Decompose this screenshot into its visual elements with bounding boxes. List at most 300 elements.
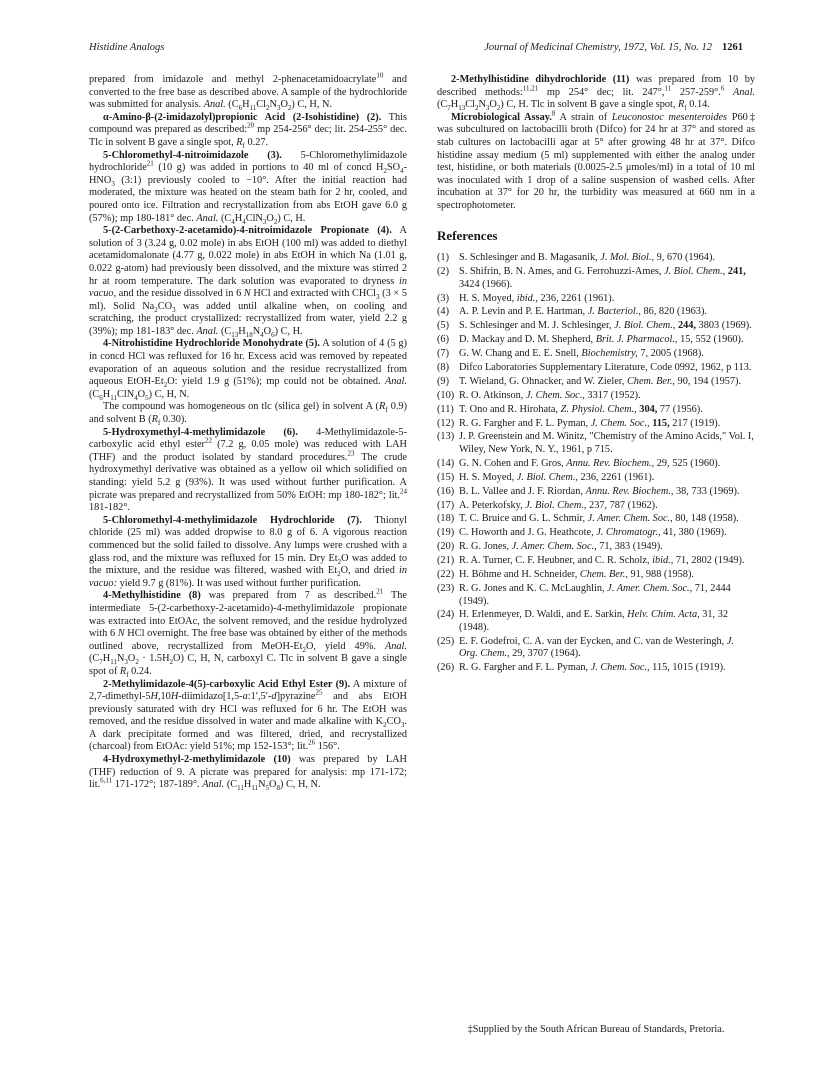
text-run: in vacuo: — [89, 565, 407, 589]
text-run: R — [151, 414, 158, 426]
text-run: N — [243, 288, 251, 300]
reference-number: (21) — [437, 555, 455, 567]
text-run: R. G. Jones, — [459, 541, 512, 553]
text-run: (C — [89, 388, 100, 400]
subscript: 11 — [237, 784, 244, 793]
text-run: G. W. Chang and E. E. Snell, — [459, 348, 582, 360]
superscript: 10 — [376, 71, 384, 80]
text-run: Anal. — [384, 376, 407, 388]
reference-text — [459, 418, 755, 431]
text-run: 77 (1956). — [657, 403, 703, 415]
subscript: 11 — [249, 104, 257, 113]
reference-number: (25) — [437, 635, 455, 647]
text-run: 86, 820 (1963). — [640, 306, 707, 318]
text-run: E. F. Godefroi, C. A. van der Eycken, and C. van de Westeringh, — [459, 635, 727, 647]
text-run: (C — [89, 653, 100, 665]
text-run: J. Chromatogr., — [596, 527, 661, 539]
superscript: 11 — [664, 84, 672, 93]
reference-number: (2) — [437, 266, 450, 278]
text-run: ]pyrazine — [276, 691, 316, 703]
text-run: 71, 2802 (1949). — [673, 555, 745, 567]
reference-item — [437, 609, 755, 634]
subscript: 7 — [447, 104, 451, 113]
text-run: O — [137, 388, 146, 400]
text-run: 71, 2444 (1949). — [459, 582, 731, 607]
text-run: Anal. — [202, 779, 225, 791]
text-run: (3:1) previously cooled to −10°. After the initial reaction had moderated, the mixture was heated on the steam bath for 2 hr, cooled, and poured onto ice. Filtration and recrystallization from abs EtOH gave 6.0 g (57%); mp 180-181° dec. — [89, 174, 407, 224]
reference-number: (1) — [437, 252, 450, 264]
paragraph — [89, 754, 407, 792]
text-run: d — [271, 691, 277, 703]
subscript: f — [385, 406, 388, 415]
subscript: 11 — [110, 658, 117, 667]
text-run: J. Amer. Chem. Soc., — [511, 541, 597, 553]
text-run: (C — [224, 779, 238, 791]
superscript: 8 — [551, 109, 556, 118]
reference-text — [459, 569, 755, 582]
reference-item — [437, 418, 755, 431]
reference-item — [437, 458, 755, 471]
text-run: 257-259°. — [671, 86, 721, 98]
text-run: CO — [386, 716, 401, 728]
page-number: 1261 — [722, 42, 743, 53]
superscript: 11,21 — [522, 84, 539, 93]
text-run: was prepared from 7 as described. — [200, 590, 377, 602]
paragraph — [89, 515, 407, 591]
references-heading: References — [437, 227, 498, 243]
subscript: 2 — [266, 104, 270, 113]
text-run: O — [127, 653, 136, 665]
text-run: R. G. Jones and K. C. McLaughlin, — [459, 582, 608, 594]
reference-number: (6) — [437, 334, 450, 346]
reference-item — [437, 266, 755, 291]
text-run: The compound was homogeneous on tlc (silica gel) in solvent A ( — [103, 401, 379, 413]
text-run: J. Amer. Chem. Soc., — [587, 513, 673, 525]
compound-heading: 115, — [652, 417, 670, 429]
subscript: 3 — [276, 104, 281, 113]
text-run: 71, 383 (1949). — [596, 541, 663, 553]
paragraph — [89, 112, 407, 150]
text-run: a — [242, 691, 248, 703]
subscript: 2 — [337, 557, 342, 566]
text-run: Cl — [256, 99, 267, 111]
text-run: Cl — [465, 99, 475, 111]
text-run: H — [150, 691, 158, 703]
text-run: 7, 2005 (1968). — [637, 348, 704, 360]
subscript: f — [126, 670, 129, 679]
text-run: 80, 148 (1958). — [672, 513, 739, 525]
text-run: N — [252, 325, 261, 337]
reference-text — [459, 513, 755, 526]
text-run: O, yield 49%. — [305, 640, 385, 652]
text-run: A solution of 4 (5 g) in concd HCl was refluxed for 16 hr. Excess acid was removed by repeated evaporation of an aqueous solution and the residue recrystallized from aqueous EtOH-Et — [89, 338, 408, 388]
reference-number: (11) — [437, 403, 454, 415]
superscript: 6,11 — [100, 776, 113, 785]
journal-name: Journal of Medicinal Chemistry, 1972, Vol. 15, No. 12 — [484, 42, 712, 53]
reference-text — [459, 293, 755, 306]
text-run: J. Org. Chem., — [459, 635, 734, 660]
reference-item — [437, 569, 755, 582]
reference-item — [437, 376, 755, 389]
text-run: 237, 787 (1962). — [586, 499, 658, 511]
reference-item — [437, 252, 755, 265]
text-run: mp 254° dec; lit. 247°, — [538, 86, 665, 98]
text-run: 0.30). — [160, 414, 187, 426]
text-run: 0.14. — [686, 99, 710, 111]
text-run: 15, 552 (1960). — [677, 334, 744, 346]
text-run: (7.2 g, 0.05 mole) was reduced with LAH (THF) and the product isolated by standard procedures. — [89, 439, 407, 463]
text-run: J. Biol. Chem., — [516, 471, 578, 483]
text-run: J. Bacteriol., — [587, 306, 641, 318]
text-run: 90, 194 (1957). — [674, 375, 742, 387]
text-run: This compound was prepared as described: — [89, 111, 407, 136]
text-run: J. Biol. Chem., — [525, 499, 587, 511]
subscript: 6 — [238, 104, 243, 113]
text-run: 0.24. — [128, 665, 152, 677]
text-run: 181-182°. — [89, 502, 131, 514]
subscript: 13 — [231, 330, 239, 339]
compound-heading: 2-Methylimidazole-4(5)-carboxylic Acid Ethyl Ester (9). — [103, 678, 351, 690]
text-run — [724, 87, 733, 98]
subscript: 2 — [474, 104, 479, 113]
text-run: H. Erlenmeyer, D. Waldi, and E. Sarkin, — [459, 609, 628, 621]
reference-number: (20) — [437, 541, 455, 553]
text-run: H — [242, 99, 250, 111]
reference-number: (16) — [437, 485, 455, 497]
compound-heading: 304, — [639, 403, 658, 415]
text-run: 3803 (1969). — [695, 320, 752, 332]
text-run: (C — [437, 99, 448, 111]
compound-heading: 5-Hydroxymethyl-4-methylimidazole (6). — [103, 426, 298, 438]
text-run: A. Peterkofsky, — [459, 499, 526, 511]
text-run: SO — [386, 162, 401, 174]
text-run: Anal. — [384, 640, 407, 652]
paragraph — [437, 74, 755, 112]
reference-number: (22) — [437, 569, 455, 581]
subscript: f — [157, 419, 161, 428]
reference-number: (26) — [437, 662, 455, 674]
reference-number: (9) — [437, 375, 450, 387]
footnote: ‡Supplied by the South African Bureau of Standards, Pretoria. — [467, 1024, 725, 1035]
text-run: D. Mackay and D. M. Shepherd, — [459, 334, 596, 346]
compound-heading: Microbiological Assay. — [451, 111, 552, 123]
subscript: 2 — [337, 570, 341, 579]
text-run: N — [117, 628, 125, 640]
subscript: 4 — [242, 217, 246, 226]
text-run: -diimidazo[1,5- — [178, 691, 243, 703]
subscript: 2 — [273, 217, 278, 226]
text-run: Chem. Ber., — [626, 375, 675, 387]
left-column — [89, 71, 408, 793]
text-run: A mixture of 2,7-dimethyl-5 — [89, 678, 407, 703]
reference-number: (19) — [437, 527, 455, 539]
reference-number: (12) — [437, 417, 455, 429]
text-run: N — [258, 779, 266, 791]
subscript: 3 — [262, 217, 267, 226]
text-run: O — [266, 212, 274, 224]
reference-text — [459, 252, 755, 265]
subscript: 11 — [251, 784, 259, 793]
reference-text — [459, 486, 755, 499]
reference-text — [459, 541, 755, 554]
text-run: Z. Physiol. Chem., — [560, 403, 637, 415]
paragraph — [89, 587, 408, 679]
text-run: 29, 525 (1960). — [654, 457, 721, 469]
reference-text — [459, 500, 755, 513]
compound-heading: 5-(2-Carbethoxy-2-acetamido)-4-nitroimidazole Propionate (4). — [103, 225, 392, 237]
text-run: O: yield 1.9 g (51%); mp could not be obtained. — [167, 376, 385, 388]
text-run: 3317 (1952). — [584, 389, 641, 401]
text-run: Brit. J. Pharmacol., — [595, 334, 678, 346]
text-run: 0.27. — [244, 136, 269, 148]
journal-citation — [484, 42, 743, 53]
text-run: H — [450, 99, 459, 111]
running-header — [89, 42, 743, 58]
subscript: 3 — [400, 721, 405, 730]
text-run: O — [489, 99, 497, 111]
text-run: ) C, H. Tlc in solvent B gave a single spot, — [500, 99, 679, 111]
text-run: O — [269, 779, 277, 791]
text-run: J. Amer. Chem. Soc., — [607, 582, 693, 594]
text-run: O) C, H, N, carboxyl C. Tlc in solvent B gave a single spot of — [89, 653, 408, 677]
reference-number: (10) — [437, 389, 455, 401]
text-run: Anal. — [732, 86, 756, 98]
text-run: H — [234, 212, 243, 224]
running-title: Histidine Analogs — [89, 42, 165, 53]
reference-number: (5) — [437, 320, 450, 332]
text-run: Annu. Rev. Biochem., — [566, 457, 655, 469]
reference-number: (15) — [437, 471, 455, 483]
subscript: 6 — [271, 330, 275, 339]
compound-heading: 2-Methylhistidine dihydrochloride (11) — [451, 74, 630, 85]
subscript: 3 — [111, 179, 115, 188]
reference-text — [459, 320, 755, 333]
text-run: 4-Methylimidazole-5-carboxylic acid ethyl ester — [89, 426, 407, 451]
subscript: 4 — [134, 393, 138, 402]
text-run: H. S. Moyed, — [459, 471, 517, 483]
text-run: J. Mol. Biol., — [600, 252, 655, 264]
text-run: Annu. Rev. Biochem., — [585, 485, 674, 497]
text-run: ClN — [116, 388, 135, 400]
text-run: H. Böhme and H. Schneider, — [459, 569, 580, 581]
text-run: S. Schlesinger and B. Magasanik, — [459, 252, 601, 264]
compound-heading: α-Amino-β-(2-imidazolyl)propionic Acid (2-Isohistidine) (2). — [103, 111, 382, 123]
reference-item — [437, 390, 755, 403]
text-run: 171-172°; 187-189°. — [112, 779, 203, 791]
reference-text — [459, 306, 755, 319]
text-run: 156°. — [315, 741, 340, 753]
text-run: H. S. Moyed, — [459, 292, 517, 304]
text-run: H — [102, 653, 111, 665]
text-run: ) C, H, N. — [291, 99, 333, 111]
text-run: :1′,5′- — [247, 691, 272, 703]
subscript: 13 — [458, 104, 466, 113]
reference-text — [459, 472, 755, 485]
superscript: 6 — [720, 84, 725, 93]
reference-item — [437, 293, 755, 306]
text-run: R — [378, 401, 386, 413]
text-run: O — [263, 325, 272, 337]
text-run: ) C, H. — [274, 325, 303, 337]
reference-number: (7) — [437, 348, 450, 360]
subscript: 5 — [265, 784, 269, 793]
text-run: T. Ono and R. Hirohata, — [459, 403, 561, 415]
text-run: ibid., — [652, 555, 674, 567]
subscript: 3 — [124, 658, 128, 667]
text-run: B. L. Vallee and J. F. Riordan, — [459, 485, 586, 497]
text-run: T. Wieland, G. Ohnacker, and W. Zieler, — [459, 375, 627, 387]
text-run: was prepared from 10 by described methods: — [437, 74, 756, 98]
reference-text — [459, 636, 755, 661]
text-run: 236, 2261 (1961). — [577, 471, 655, 483]
reference-item — [437, 636, 755, 661]
text-run: and abs EtOH previously saturated with dry HCl was refluxed for 6 hr. The EtOH was removed, and the residue dissolved in water and made alkaline with K — [89, 691, 407, 728]
text-run: J. Chem. Soc., — [525, 389, 585, 401]
text-run: was prepared by LAH (THF) reduction of 9. A picrate was prepared for analysis: mp 171-172; lit. — [89, 754, 407, 791]
text-run: Helv. Chim. Acta, — [627, 609, 700, 621]
superscript: 24 — [400, 487, 407, 496]
paragraph — [89, 71, 407, 113]
text-run: prepared from imidazole and methyl 2-phenacetamidoacrylate — [89, 74, 377, 85]
subscript: 2 — [135, 658, 139, 667]
text-run: 0.9) and solvent B ( — [89, 401, 408, 426]
subscript: 2 — [169, 658, 174, 667]
text-run: A. P. Levin and P. E. Hartman, — [459, 306, 588, 318]
text-run: J. Chem. Soc., — [590, 662, 650, 674]
text-run: mp 254-256° dec; lit. 254-255° dec. Tlc in solvent B gave a single spot, — [89, 124, 407, 148]
text-run: . A dark precipitate formed and was filtered, dried, and recrystallized (charcoal) from EtOAc: yield 51%; mp 152-153°; lit. — [89, 716, 407, 753]
text-run: A solution of 3 (3.24 g, 0.02 mole) in abs EtOH (100 ml) was added to diethyl acetamidomalonate (4.77 g, 0.022 mole) in abs EtOH in which Na (1.01 g, 0.022 g-atom) had previously been dissolved, and the mixture was stirred 2 hr at room temperature. The dark solution was evaporated to dryness — [89, 225, 407, 287]
subscript: 3 — [485, 104, 490, 113]
text-run: R. A. Turner, C. F. Heubner, and C. R. Scholz, — [459, 555, 653, 567]
text-run: (10 g) was added in portions to 40 ml of concd H — [153, 162, 384, 174]
text-run: in vacuo, — [89, 275, 407, 300]
text-run: G. N. Cohen and F. Gros, — [459, 457, 567, 469]
text-run: 31, 32 (1948). — [459, 609, 729, 633]
reference-item — [437, 306, 755, 319]
text-run: N — [116, 653, 125, 665]
text-run: R — [236, 136, 243, 148]
subscript: 2 — [383, 721, 387, 730]
right-column-body — [437, 74, 755, 213]
reference-text — [459, 458, 755, 471]
superscript: 21 — [146, 159, 154, 168]
text-run: The crude hydroxymethyl derivative was obtained as a yellow oil which solidified on standing: yield 5.2 g (93%). It was used without further purification. A picrate was prepared and recrystallized from 50% EtOH: mp 180-182°; lit. — [89, 451, 407, 501]
reference-text — [459, 266, 755, 291]
text-run: Chem. Ber., — [579, 569, 628, 581]
superscript: 21 — [376, 587, 384, 596]
reference-item — [437, 555, 755, 568]
reference-text — [459, 609, 755, 634]
text-run: ClN — [245, 212, 263, 224]
reference-number: (17) — [437, 499, 455, 511]
references-list — [437, 252, 755, 675]
reference-item — [437, 513, 755, 526]
reference-number: (18) — [437, 513, 455, 525]
text-run: H — [238, 325, 246, 337]
reference-item — [437, 500, 755, 513]
superscript: 25 — [315, 688, 323, 697]
text-run: P60‡ was subcultured on lactobacilli broth (Difco) for 24 hr at 37° and stored as stab cultures on lactobacilli agar at 5° after growing 48 hr at 37°. Difco histidine assay medium (5 ml) supplemented with either the analog under test, histidine, or both materials (0.0025-2.5 μmoles/ml) in a total of 10 ml was inoculated with 1 drop of a saline suspension of washed cells. After incubation at 37° for 20 hr, the turbidity was measured at 660 nm in a spectrophotometer. — [437, 111, 755, 211]
compound-heading: 241, — [727, 266, 746, 278]
reference-text — [459, 334, 755, 347]
paragraph — [89, 150, 407, 226]
compound-heading: 244, — [677, 320, 696, 332]
subscript: f — [242, 142, 245, 151]
text-run: (C — [225, 99, 239, 111]
text-run: The intermediate 5-(2-carbethoxy-2-acetamido)-4-methylimidazole propionate was extracted into EtOAc, the solvent removed, and the residue hydrolyzed with 6 — [89, 590, 407, 640]
text-run: S. Schlesinger and M. J. Schlesinger, — [459, 320, 615, 332]
text-run: 3424 (1966). — [459, 278, 513, 290]
text-run: T. C. Bruice and G. L. Schmir, — [459, 513, 588, 525]
subscript: 2 — [154, 305, 158, 314]
reference-text — [459, 348, 755, 361]
text-run: R — [119, 665, 127, 677]
subscript: 7 — [99, 658, 103, 667]
reference-number: (8) — [437, 361, 450, 373]
subscript: 4 — [400, 167, 404, 176]
text-run: N — [478, 99, 486, 111]
reference-number: (14) — [437, 457, 455, 469]
text-run: 115, 1015 (1919). — [649, 662, 726, 674]
reference-text — [459, 376, 755, 389]
reference-item — [437, 334, 755, 347]
text-run: 38, 733 (1969). — [673, 485, 740, 497]
paragraph — [89, 679, 407, 755]
text-run: Leuconostoc mesenteroides — [611, 111, 728, 123]
subscript: 2 — [496, 104, 501, 113]
text-run: Anal. — [196, 325, 219, 337]
reference-text — [459, 431, 755, 456]
text-run: H — [170, 691, 179, 703]
paragraph — [89, 338, 407, 401]
compound-heading: 5-Chloromethyl-4-nitroimidazole (3). — [103, 149, 282, 161]
reference-number: (13) — [437, 431, 455, 443]
subscript: f — [684, 104, 687, 113]
text-run: 9, 670 (1964). — [654, 252, 715, 264]
text-run: was added until alkaline when, on cooling and scratching, the product crystallized: recrystallized from water, yield 2.2 g (39%); mp 181-183° dec. — [89, 300, 408, 337]
subscript: 4 — [231, 217, 235, 226]
text-run: HCl overnight. The free base was obtained by either of the methods outlined above, recrystallized from MeOH-Et — [89, 628, 408, 652]
subscript: 3 — [172, 305, 176, 314]
text-run: A strain of — [555, 111, 612, 123]
text-run: and the residue dissolved in 6 — [116, 288, 244, 300]
text-run: yield 9.7 g (81%). It was used without further purification. — [117, 577, 361, 589]
superscript: 20 — [247, 121, 255, 130]
paragraph — [89, 401, 407, 426]
subscript: 6 — [99, 393, 103, 402]
reference-number: (24) — [437, 609, 455, 621]
reference-item — [437, 404, 755, 417]
reference-item — [437, 541, 755, 554]
reference-item — [437, 662, 755, 675]
reference-item — [437, 527, 755, 540]
text-run: R — [678, 99, 685, 111]
text-run: O — [280, 99, 288, 111]
reference-item — [437, 348, 755, 361]
text-run: C. Howorth and J. G. Heathcote, — [459, 527, 597, 539]
text-run: Biochemistry, — [581, 348, 638, 360]
paragraph — [89, 225, 407, 338]
text-run: Anal. — [203, 99, 226, 111]
text-run: J. Biol. Chem., — [614, 320, 676, 332]
reference-item — [437, 320, 755, 333]
text-run: O, and dried — [340, 565, 399, 577]
text-run: ) C, H. — [277, 212, 306, 224]
text-run: ,10 — [157, 691, 171, 703]
reference-text — [459, 404, 755, 417]
reference-text — [459, 555, 755, 568]
